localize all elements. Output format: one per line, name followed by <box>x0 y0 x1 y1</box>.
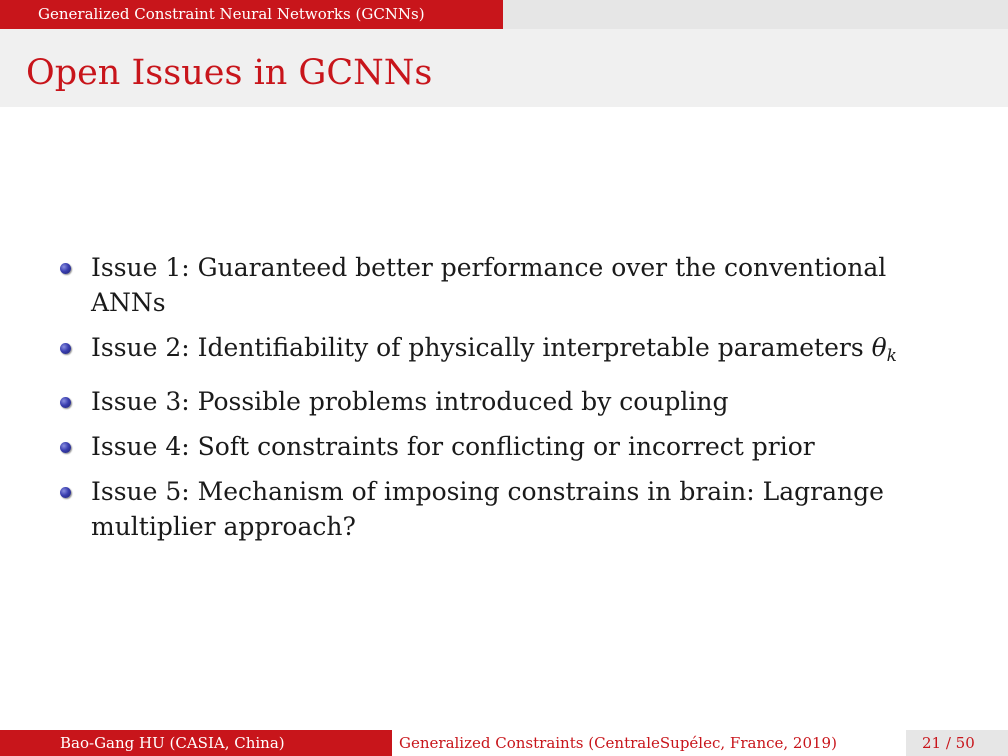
list-item <box>60 330 940 374</box>
bullet-icon <box>60 487 71 498</box>
bullet-icon <box>60 343 71 354</box>
issue-list <box>60 250 940 554</box>
bullet-text: Issue 4: Soft constraints for conflicting or incorrect prior <box>91 432 815 461</box>
bullet-text: Issue 3: Possible problems introduced by coupling <box>91 387 729 416</box>
bullet-icon <box>60 442 71 453</box>
math-subscript: k <box>886 346 897 366</box>
list-item <box>60 384 940 419</box>
frame-title: Open Issues in GCNNs <box>26 53 433 93</box>
footer-author[interactable]: Bao-Gang HU (CASIA, China) <box>0 730 392 756</box>
bullet-text: Issue 1: Guaranteed better performance over the conventional ANNs <box>91 253 887 317</box>
footer <box>0 730 1008 756</box>
list-item <box>60 474 940 544</box>
bullet-text: Issue 2: Identifiability of physically interpretable parameters <box>91 333 872 362</box>
page-counter[interactable]: 21 / 50 <box>906 730 1008 756</box>
footer-talk-title[interactable]: Generalized Constraints (CentraleSupélec, France, 2019) <box>392 730 906 756</box>
frame-title-bar <box>0 29 1008 107</box>
list-item <box>60 429 940 464</box>
math-symbol-theta: θ <box>871 333 887 362</box>
bullet-text: Issue 5: Mechanism of imposing constrains in brain: Lagrange multiplier approach? <box>91 477 884 541</box>
list-item <box>60 250 940 320</box>
bullet-icon <box>60 263 71 274</box>
bullet-icon <box>60 397 71 408</box>
section-tab[interactable]: Generalized Constraint Neural Networks (GCNNs) <box>0 0 503 29</box>
top-header-bar <box>0 0 1008 29</box>
